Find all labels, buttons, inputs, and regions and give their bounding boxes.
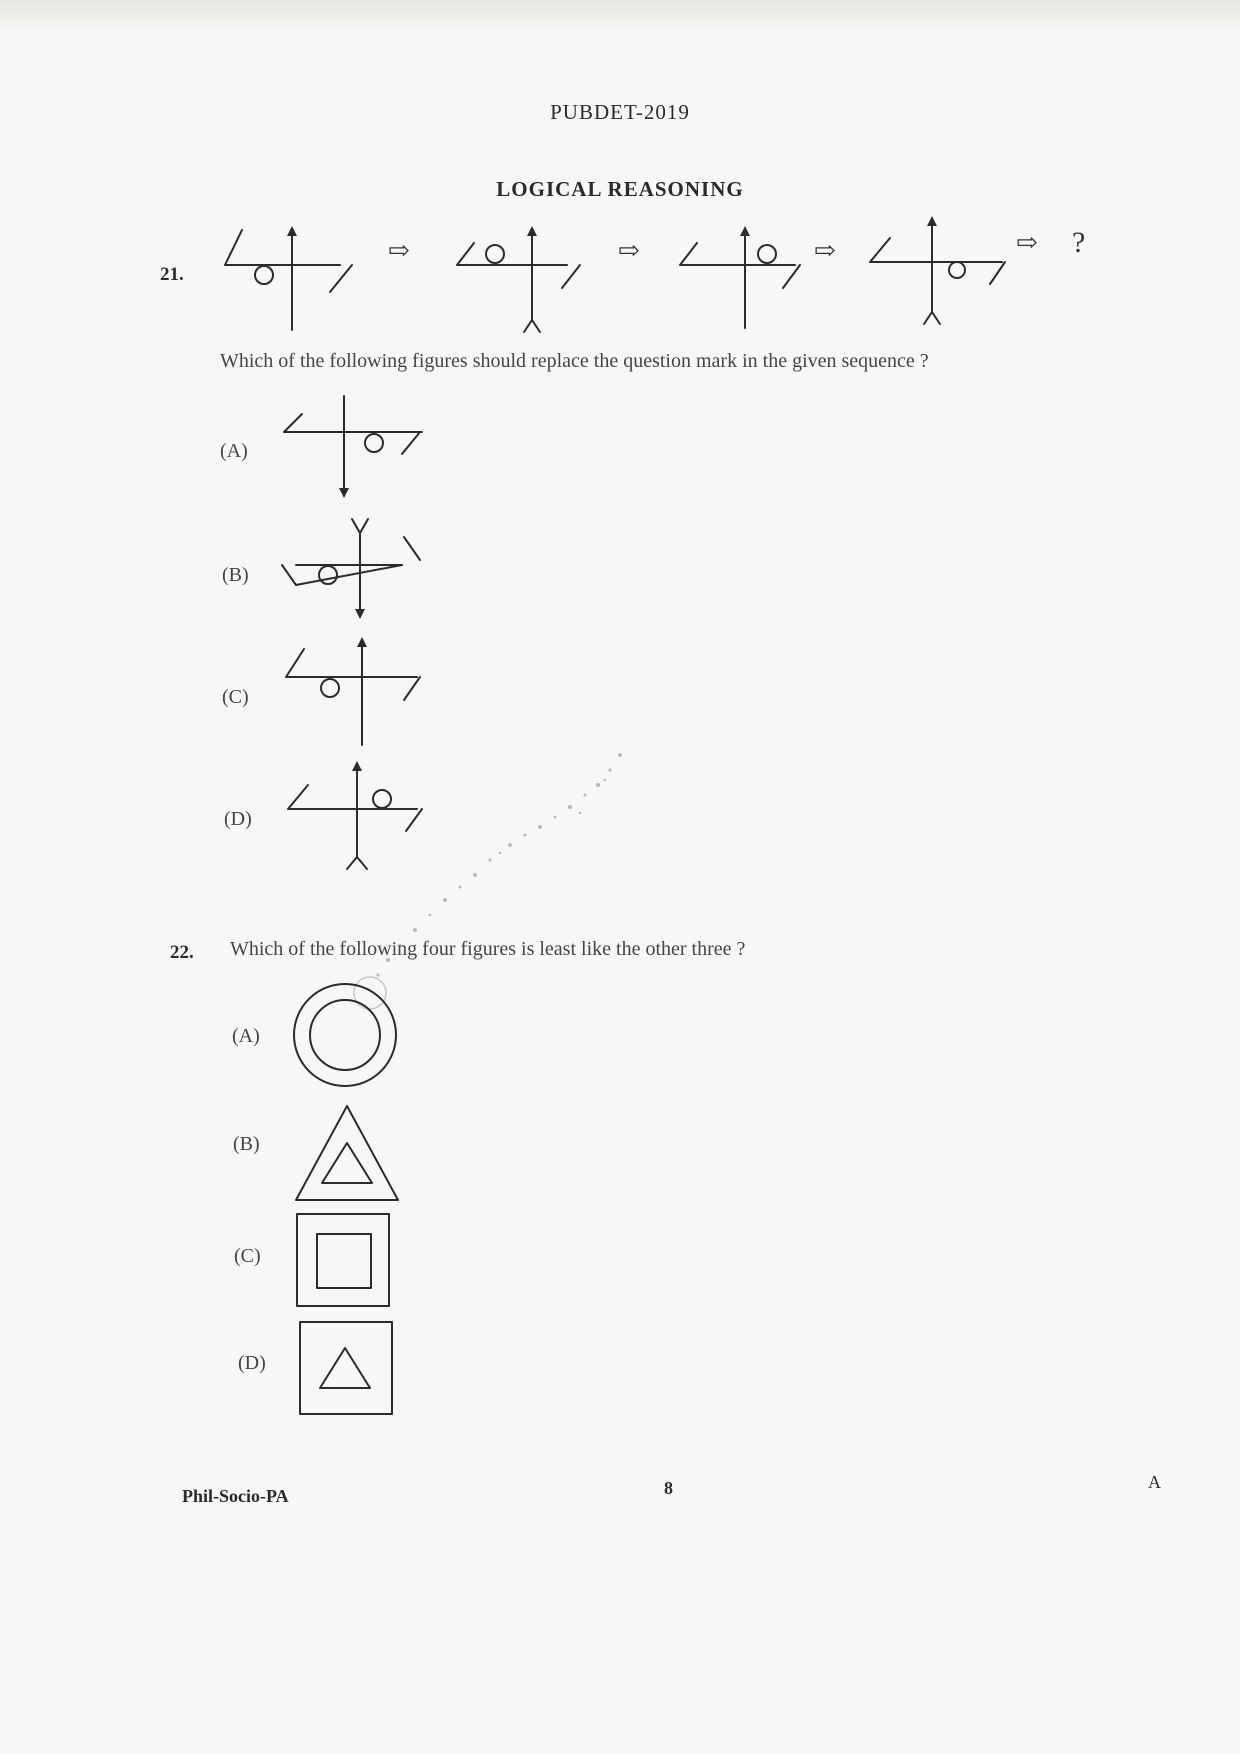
seq-figure-1 xyxy=(220,220,360,335)
q21-option-c-label: (C) xyxy=(222,686,249,708)
scan-top-band xyxy=(0,0,1240,28)
q21-option-a-label: (A) xyxy=(220,440,248,462)
q22-option-d-triangle-in-square xyxy=(298,1320,394,1416)
seq-figure-4 xyxy=(862,212,1012,327)
question-21-text: Which of the following figures should replace the question mark in the given sequence ? xyxy=(220,350,929,372)
section-title: LOGICAL REASONING xyxy=(496,177,744,201)
footer-booklet-series: A xyxy=(1148,1472,1161,1492)
q22-option-b-label: (B) xyxy=(233,1133,260,1155)
q22-option-a-label: (A) xyxy=(232,1025,260,1047)
q21-option-c-figure xyxy=(282,635,432,750)
watermark-stamp xyxy=(340,735,660,1015)
seq-arrow-4: ⇨ xyxy=(1016,228,1038,257)
q22-option-d-label: (D) xyxy=(238,1352,266,1374)
seq-figure-3 xyxy=(675,220,815,335)
sequence-question-mark: ? xyxy=(1072,226,1086,259)
seq-arrow-1: ⇨ xyxy=(388,236,410,265)
question-21-number: 21. xyxy=(160,264,184,285)
seq-arrow-2: ⇨ xyxy=(618,236,640,265)
q22-option-c-label: (C) xyxy=(234,1245,261,1267)
q21-option-a-figure xyxy=(282,392,432,507)
q22-option-a-concentric-circles xyxy=(290,980,400,1090)
q22-option-b-concentric-triangles xyxy=(290,1100,405,1204)
q21-option-b-figure xyxy=(282,515,432,630)
q22-option-c-concentric-squares xyxy=(295,1212,391,1308)
footer-page-number: 8 xyxy=(664,1478,673,1498)
question-22-number: 22. xyxy=(170,942,194,963)
q21-option-b-label: (B) xyxy=(222,564,249,586)
exam-code: PUBDET-2019 xyxy=(550,100,690,124)
q21-option-d-label: (D) xyxy=(224,808,252,830)
seq-arrow-3: ⇨ xyxy=(814,236,836,265)
seq-figure-2 xyxy=(452,220,592,335)
footer-paper-code: Phil-Socio-PA xyxy=(182,1486,289,1506)
question-22-text: Which of the following four figures is least like the other three ? xyxy=(230,938,746,960)
